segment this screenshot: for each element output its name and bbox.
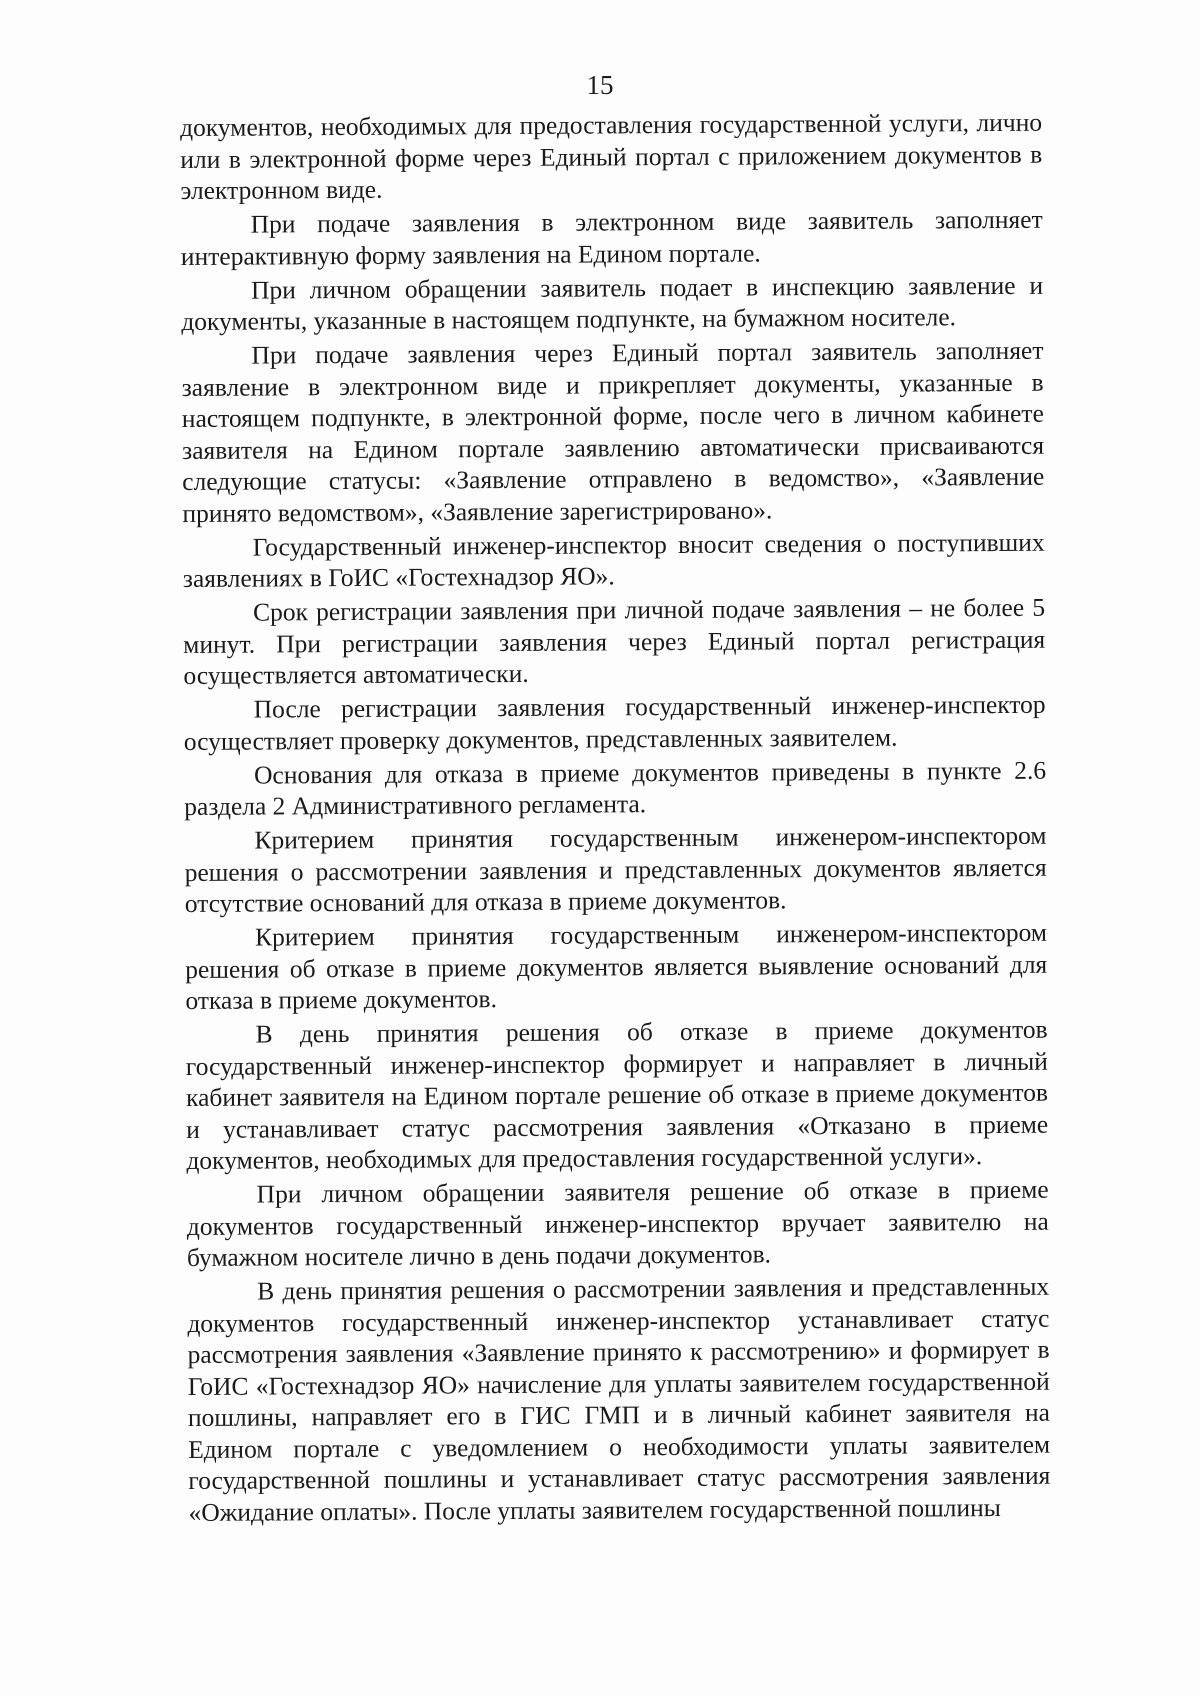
paragraph: При личном обращении заявителя решение об отказе в приеме документов государственный инженер-инспектор вручает заявителю на бумажном носителе лично в день подачи документов. xyxy=(186,1174,1049,1272)
paragraph: Государственный инженер-инспектор вносит сведения о поступивших заявлениях в ГоИС «Гостехнадзор ЯО». xyxy=(182,527,1045,593)
paragraph: Критерием принятия государственным инженером-инспектором решения об отказе в приеме документов является выявление оснований для отказа в приеме документов. xyxy=(185,917,1048,1015)
document-body xyxy=(180,107,1051,1531)
paragraph: При подаче заявления в электронном виде заявитель заполняет интерактивную форму заявления на Едином портале. xyxy=(180,204,1043,271)
paragraph: В день принятия решения об отказе в приеме документов государственный инженер-инспектор формирует и направляет в личный кабинет заявителя на Едином портале решение об отказе в приеме документов и устанавливает статус рассмотрения заявления «Отказано в приеме документов, необходимых для предоставления государственной услуги». xyxy=(185,1014,1049,1175)
page-number: 15 xyxy=(586,70,614,100)
paragraph: В день принятия решения о рассмотрении заявления и представленных документов государственный инженер-инспектор устанавливает статус рассмотрения заявления «Заявление принято к рассмотрению» и формирует в ГоИС «Гостехнадзор ЯО» начисление для уплаты заявителем государственной пошлины, направляет его в ГИС ГМП и в личный кабинет заявителя на Едином портале с уведомлением о необходимости уплаты заявителем государственной пошлины и устанавливает статус рассмотрения заявления «Ожидание оплаты». После уплаты заявителем государственной пошлины xyxy=(187,1271,1051,1527)
paragraph: Срок регистрации заявления при личной подаче заявления – не более 5 минут. При регистрации заявления через Единый портал регистрация осуществляется автоматически. xyxy=(183,592,1046,690)
paragraph: При подаче заявления через Единый портал заявитель заполняет заявление в электронном виде и прикрепляет документы, указанные в настоящем подпункте, в электронной форме, после чего в личном кабинете заявителя на Едином портале заявлению автоматически присваиваются следующие статусы: «Заявление отправлено в ведомство», «Заявление принято ведомством», «Заявление зарегистрировано». xyxy=(181,335,1045,528)
paragraph: Основания для отказа в приеме документов приведены в пункте 2.6 раздела 2 Административного регламента. xyxy=(184,755,1047,821)
paragraph: При личном обращении заявитель подает в инспекцию заявление и документы, указанные в настоящем подпункте, на бумажном носителе. xyxy=(181,270,1044,336)
paragraph: После регистрации заявления государственный инженер-инспектор осуществляет проверку документов, представленных заявителем. xyxy=(183,689,1046,756)
paragraph: Критерием принятия государственным инженером-инспектором решения о рассмотрении заявления и представленных документов является отсутствие оснований для отказа в приеме документов. xyxy=(184,820,1047,918)
paragraph: документов, необходимых для предоставления государственной услуги, лично или в электронной форме через Единый портал с приложением документов в электронном виде. xyxy=(180,107,1043,205)
